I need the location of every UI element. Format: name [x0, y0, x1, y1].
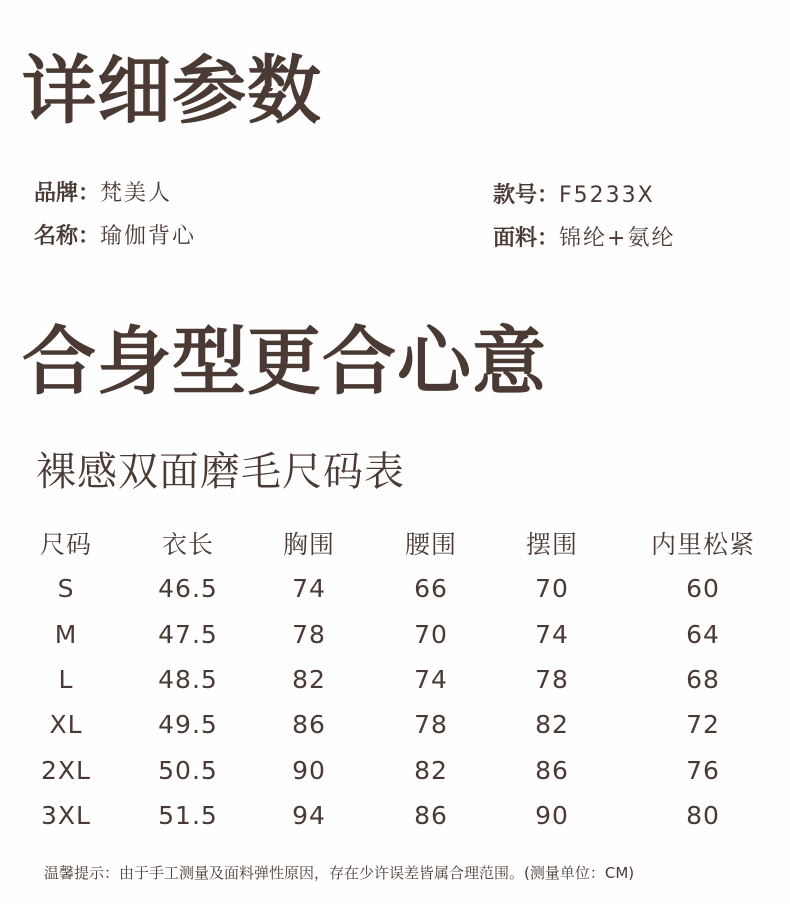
table-row [0, 611, 790, 656]
table-row [0, 702, 790, 747]
size-chart-title: 裸感双面磨毛尺码表 [36, 449, 405, 495]
table-cell: 94 [292, 801, 326, 831]
table-cell: 82 [414, 755, 448, 785]
header-inner-elastic: 内里松紧 [650, 529, 755, 559]
table-cell: XL [49, 710, 83, 740]
table-cell: 68 [686, 664, 720, 694]
size-chart-header-row [0, 522, 790, 566]
param-brand-value: 梵美人 [100, 181, 173, 206]
param-name [34, 226, 196, 248]
header-chest: 胸围 [282, 529, 335, 559]
table-cell: 86 [535, 755, 569, 785]
header-hem: 摆围 [525, 529, 578, 559]
table-cell: 70 [414, 619, 448, 649]
table-cell: 2XL [41, 755, 91, 785]
size-chart-table [0, 522, 790, 838]
table-cell: 46.5 [158, 574, 218, 604]
table-cell: 72 [686, 710, 720, 740]
table-cell: 78 [292, 619, 326, 649]
table-cell: 51.5 [158, 801, 218, 831]
param-brand [34, 183, 172, 205]
table-cell: 76 [686, 755, 720, 785]
param-style-number [493, 185, 655, 207]
table-cell: 47.5 [158, 619, 218, 649]
param-name-key: 名称： [34, 224, 101, 249]
table-cell: S [57, 574, 75, 604]
header-size: 尺码 [39, 529, 92, 559]
table-cell: 86 [414, 801, 448, 831]
table-cell: 82 [535, 710, 569, 740]
header-length: 衣长 [161, 529, 214, 559]
header-waist: 腰围 [404, 529, 457, 559]
table-row [0, 566, 790, 611]
param-fabric [493, 228, 675, 250]
measurement-note: 温馨提示：由于手工测量及面料弹性原因，存在少许误差皆属合理范围。(测量单位：CM) [44, 864, 635, 882]
table-cell: M [54, 619, 78, 649]
table-cell: 70 [535, 574, 569, 604]
table-cell: 74 [414, 664, 448, 694]
table-cell: 82 [292, 664, 326, 694]
param-style-number-key: 款号： [493, 183, 560, 208]
param-style-number-value: F5233X [559, 183, 655, 208]
table-cell: L [58, 664, 74, 694]
table-cell: 50.5 [158, 755, 218, 785]
param-name-value: 瑜伽背心 [100, 224, 197, 249]
section-title-details: 详细参数 [22, 48, 322, 134]
param-fabric-value: 锦纶+氨纶 [559, 226, 676, 251]
table-cell: 74 [535, 619, 569, 649]
table-row [0, 793, 790, 838]
table-cell: 74 [292, 574, 326, 604]
param-fabric-key: 面料： [493, 226, 560, 251]
table-cell: 86 [292, 710, 326, 740]
param-brand-key: 品牌： [34, 181, 101, 206]
table-cell: 66 [414, 574, 448, 604]
table-row [0, 748, 790, 793]
table-cell: 90 [292, 755, 326, 785]
table-cell: 78 [414, 710, 448, 740]
table-cell: 60 [686, 574, 720, 604]
table-cell: 48.5 [158, 664, 218, 694]
table-cell: 80 [686, 801, 720, 831]
table-cell: 64 [686, 619, 720, 649]
table-cell: 78 [535, 664, 569, 694]
table-cell: 3XL [41, 801, 91, 831]
table-cell: 90 [535, 801, 569, 831]
section-title-fit: 合身型更合心意 [22, 319, 547, 405]
table-row [0, 657, 790, 702]
table-cell: 49.5 [158, 710, 218, 740]
